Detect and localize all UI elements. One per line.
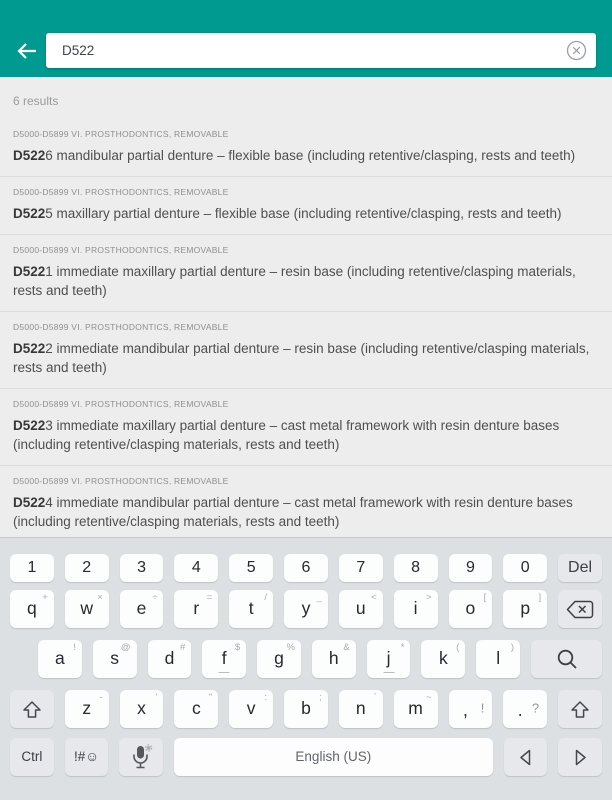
key-label: 2 [82, 559, 92, 576]
key-label: Ctrl [21, 749, 43, 765]
key-hint: @ [120, 642, 131, 653]
key-c[interactable] [174, 690, 218, 728]
circle-x-icon [566, 40, 587, 61]
key-label: 0 [520, 559, 530, 576]
key-y[interactable] [284, 590, 328, 628]
result-code: D522 [13, 341, 46, 356]
key-label: l [496, 648, 501, 669]
keyboard-row-2 [10, 590, 602, 628]
key-label: 9 [465, 559, 475, 576]
key-g[interactable] [257, 640, 301, 678]
key-hint: & [343, 642, 350, 653]
key-label: k [438, 648, 448, 669]
search-box [46, 33, 596, 68]
backspace-key[interactable] [558, 590, 602, 628]
key-hint: : [264, 692, 268, 703]
result-item[interactable] [0, 177, 612, 235]
key-label: y [301, 598, 311, 619]
result-category: D5000-D5899 VI. PROSTHODONTICS, REMOVABLE [13, 245, 229, 255]
result-rest: 4 immediate mandibular partial denture – cast metal framework with resin denture bases (including retentive/clasping materials, rests and teeth) [13, 495, 573, 529]
key-hint: ! [73, 642, 76, 653]
shift-icon [570, 700, 590, 719]
result-item[interactable] [0, 312, 612, 389]
key-4[interactable] [174, 554, 218, 582]
key-label: !#☺ [73, 749, 99, 765]
key-label: w [80, 598, 94, 619]
key-hint: < [371, 592, 377, 603]
key-label: z [82, 698, 92, 719]
clear-search-button[interactable] [562, 37, 590, 65]
key-1[interactable] [10, 554, 54, 582]
result-title [13, 339, 599, 377]
key-label: d [164, 648, 175, 669]
key-label: m [408, 698, 423, 719]
key-label: i [413, 598, 418, 619]
result-item[interactable] [0, 466, 612, 537]
key-label: English (US) [295, 749, 372, 765]
keyboard-row-3 [10, 640, 602, 678]
key-hint: ? [531, 700, 540, 716]
key-r[interactable] [174, 590, 218, 628]
key-ctrl[interactable] [10, 738, 54, 776]
key-,[interactable] [449, 690, 493, 728]
result-rest: 6 mandibular partial denture – flexible base (including retentive/clasping, rests and teeth) [45, 148, 576, 163]
key-label: n [355, 698, 366, 719]
result-title [13, 493, 599, 531]
key-label: . [517, 700, 523, 721]
key-hint: $ [234, 642, 241, 653]
key-3[interactable] [120, 554, 164, 582]
key-hint: × [97, 592, 103, 603]
result-category: D5000-D5899 VI. PROSTHODONTICS, REMOVABLE [13, 476, 229, 486]
key-hint: ~ [425, 692, 432, 703]
result-rest: 3 immediate maxillary partial denture – cast metal framework with resin denture bases (including retentive/clasping materials, rests and teeth) [13, 418, 560, 452]
tri-left-key[interactable] [504, 738, 548, 776]
key-hint: # [180, 642, 186, 653]
key-hint: - [99, 692, 103, 703]
result-rest: 5 maxillary partial denture – flexible base (including retentive/clasping, rests and teeth) [45, 206, 562, 221]
key-hint: ! [480, 700, 485, 716]
result-rest: 2 immediate mandibular partial denture – resin base (including retentive/clasping materials, rests and teeth) [13, 341, 590, 375]
mic-icon [129, 744, 153, 771]
search-icon [556, 648, 578, 670]
key-label: f [221, 648, 227, 669]
key-english (us)[interactable] [174, 738, 493, 776]
result-item[interactable] [0, 119, 612, 177]
result-code: D522 [13, 264, 46, 279]
key-label: 5 [246, 559, 256, 576]
key-2[interactable] [65, 554, 109, 582]
search-key[interactable] [531, 640, 602, 678]
app-bar [0, 0, 612, 77]
result-category: D5000-D5899 VI. PROSTHODONTICS, REMOVABLE [13, 399, 229, 409]
results-count: 6 results [13, 94, 59, 108]
key-m[interactable] [394, 690, 438, 728]
key-label: h [328, 648, 339, 669]
result-category: D5000-D5899 VI. PROSTHODONTICS, REMOVABLE [13, 129, 229, 139]
key-label: v [246, 698, 256, 719]
key-hint: = [206, 592, 213, 603]
key-i[interactable] [394, 590, 438, 628]
keyboard-row-1 [10, 554, 602, 582]
homerow-marker [383, 672, 394, 674]
key-del[interactable] [558, 554, 602, 582]
key-s[interactable] [93, 640, 137, 678]
key-8[interactable] [394, 554, 438, 582]
key-label: q [27, 598, 37, 619]
key-hint: ; [319, 692, 322, 703]
key-label: b [301, 698, 311, 719]
key-hint: ] [538, 592, 542, 603]
result-category: D5000-D5899 VI. PROSTHODONTICS, REMOVABLE [13, 187, 229, 197]
key-label: t [248, 598, 254, 619]
tri-right-icon [572, 748, 589, 767]
search-input[interactable] [46, 33, 596, 68]
result-title [13, 416, 599, 454]
key-label: 4 [191, 559, 201, 576]
keyboard-row-5 [10, 738, 602, 776]
key-5[interactable] [229, 554, 273, 582]
key-label: r [193, 598, 200, 619]
key-hint: " [208, 692, 213, 703]
key-u[interactable] [339, 590, 383, 628]
key-hint: % [286, 642, 295, 653]
key-v[interactable] [229, 690, 273, 728]
shift-key[interactable] [10, 690, 54, 728]
key-a[interactable] [38, 640, 82, 678]
key-label: 1 [27, 559, 37, 576]
backspace-icon [566, 600, 594, 619]
key-o[interactable] [449, 590, 493, 628]
key-n[interactable] [339, 690, 383, 728]
key-hint: * [400, 642, 405, 653]
key-label: p [520, 598, 531, 619]
key-label: e [136, 598, 147, 619]
key-label: s [110, 648, 120, 669]
key-hint: + [42, 592, 48, 603]
result-code: D522 [13, 206, 46, 221]
result-item[interactable] [0, 235, 612, 312]
key-hint: [ [483, 592, 487, 603]
key-label: x [137, 698, 146, 719]
tri-left-icon [517, 748, 534, 767]
key-hint: ÷ [152, 592, 158, 603]
key-k[interactable] [421, 640, 465, 678]
key-label: 3 [137, 559, 146, 576]
key-label: o [465, 598, 476, 619]
result-code: D522 [13, 495, 46, 510]
result-title [13, 204, 599, 223]
key-0[interactable] [503, 554, 547, 582]
result-rest: 1 immediate maxillary partial denture – resin base (including retentive/clasping materials, rests and teeth) [13, 264, 576, 298]
result-code: D522 [13, 148, 46, 163]
result-code: D522 [13, 418, 46, 433]
result-title [13, 262, 599, 300]
key-label: 7 [356, 559, 366, 576]
key-z[interactable] [65, 690, 109, 728]
key-b[interactable] [284, 690, 328, 728]
key-hint: ) [510, 642, 515, 653]
key-j[interactable] [367, 640, 411, 678]
key-7[interactable] [339, 554, 383, 582]
key-6[interactable] [284, 554, 328, 582]
key-w[interactable] [65, 590, 109, 628]
back-button[interactable] [14, 39, 38, 63]
shift-icon [22, 700, 42, 719]
shift-key[interactable] [558, 690, 602, 728]
homerow-marker [219, 672, 230, 674]
key-label: u [355, 598, 366, 619]
key-hint: / [264, 592, 268, 603]
search-results-panel [0, 77, 612, 537]
result-item[interactable] [0, 389, 612, 466]
key-!#☺[interactable] [65, 738, 109, 776]
key-hint: ` [373, 692, 377, 703]
key-hint: ' [155, 692, 158, 703]
result-category: D5000-D5899 VI. PROSTHODONTICS, REMOVABLE [13, 322, 229, 332]
key-label: Del [568, 559, 593, 576]
mic-key[interactable] [119, 738, 163, 776]
result-title [13, 146, 599, 165]
onscreen-keyboard [0, 537, 612, 800]
key-e[interactable] [120, 590, 164, 628]
keyboard-row-4 [10, 690, 602, 728]
key-label: , [462, 700, 468, 721]
key-label: 6 [301, 559, 311, 576]
key-h[interactable] [312, 640, 356, 678]
result-list [0, 119, 612, 537]
arrow-back-icon [15, 40, 37, 62]
key-label: g [274, 648, 284, 669]
key-x[interactable] [120, 690, 164, 728]
tri-right-key[interactable] [558, 738, 602, 776]
key-d[interactable] [148, 640, 192, 678]
key-f[interactable] [202, 640, 246, 678]
key-.[interactable] [503, 690, 547, 728]
key-hint: _ [316, 592, 322, 603]
key-p[interactable] [503, 590, 547, 628]
key-hint: ( [456, 642, 460, 653]
key-label: c [191, 698, 201, 719]
key-label: a [55, 648, 65, 669]
key-9[interactable] [449, 554, 493, 582]
key-q[interactable] [10, 590, 54, 628]
key-label: j [386, 648, 391, 669]
key-t[interactable] [229, 590, 273, 628]
key-label: 8 [411, 559, 421, 576]
key-hint: > [425, 592, 432, 603]
key-l[interactable] [476, 640, 520, 678]
